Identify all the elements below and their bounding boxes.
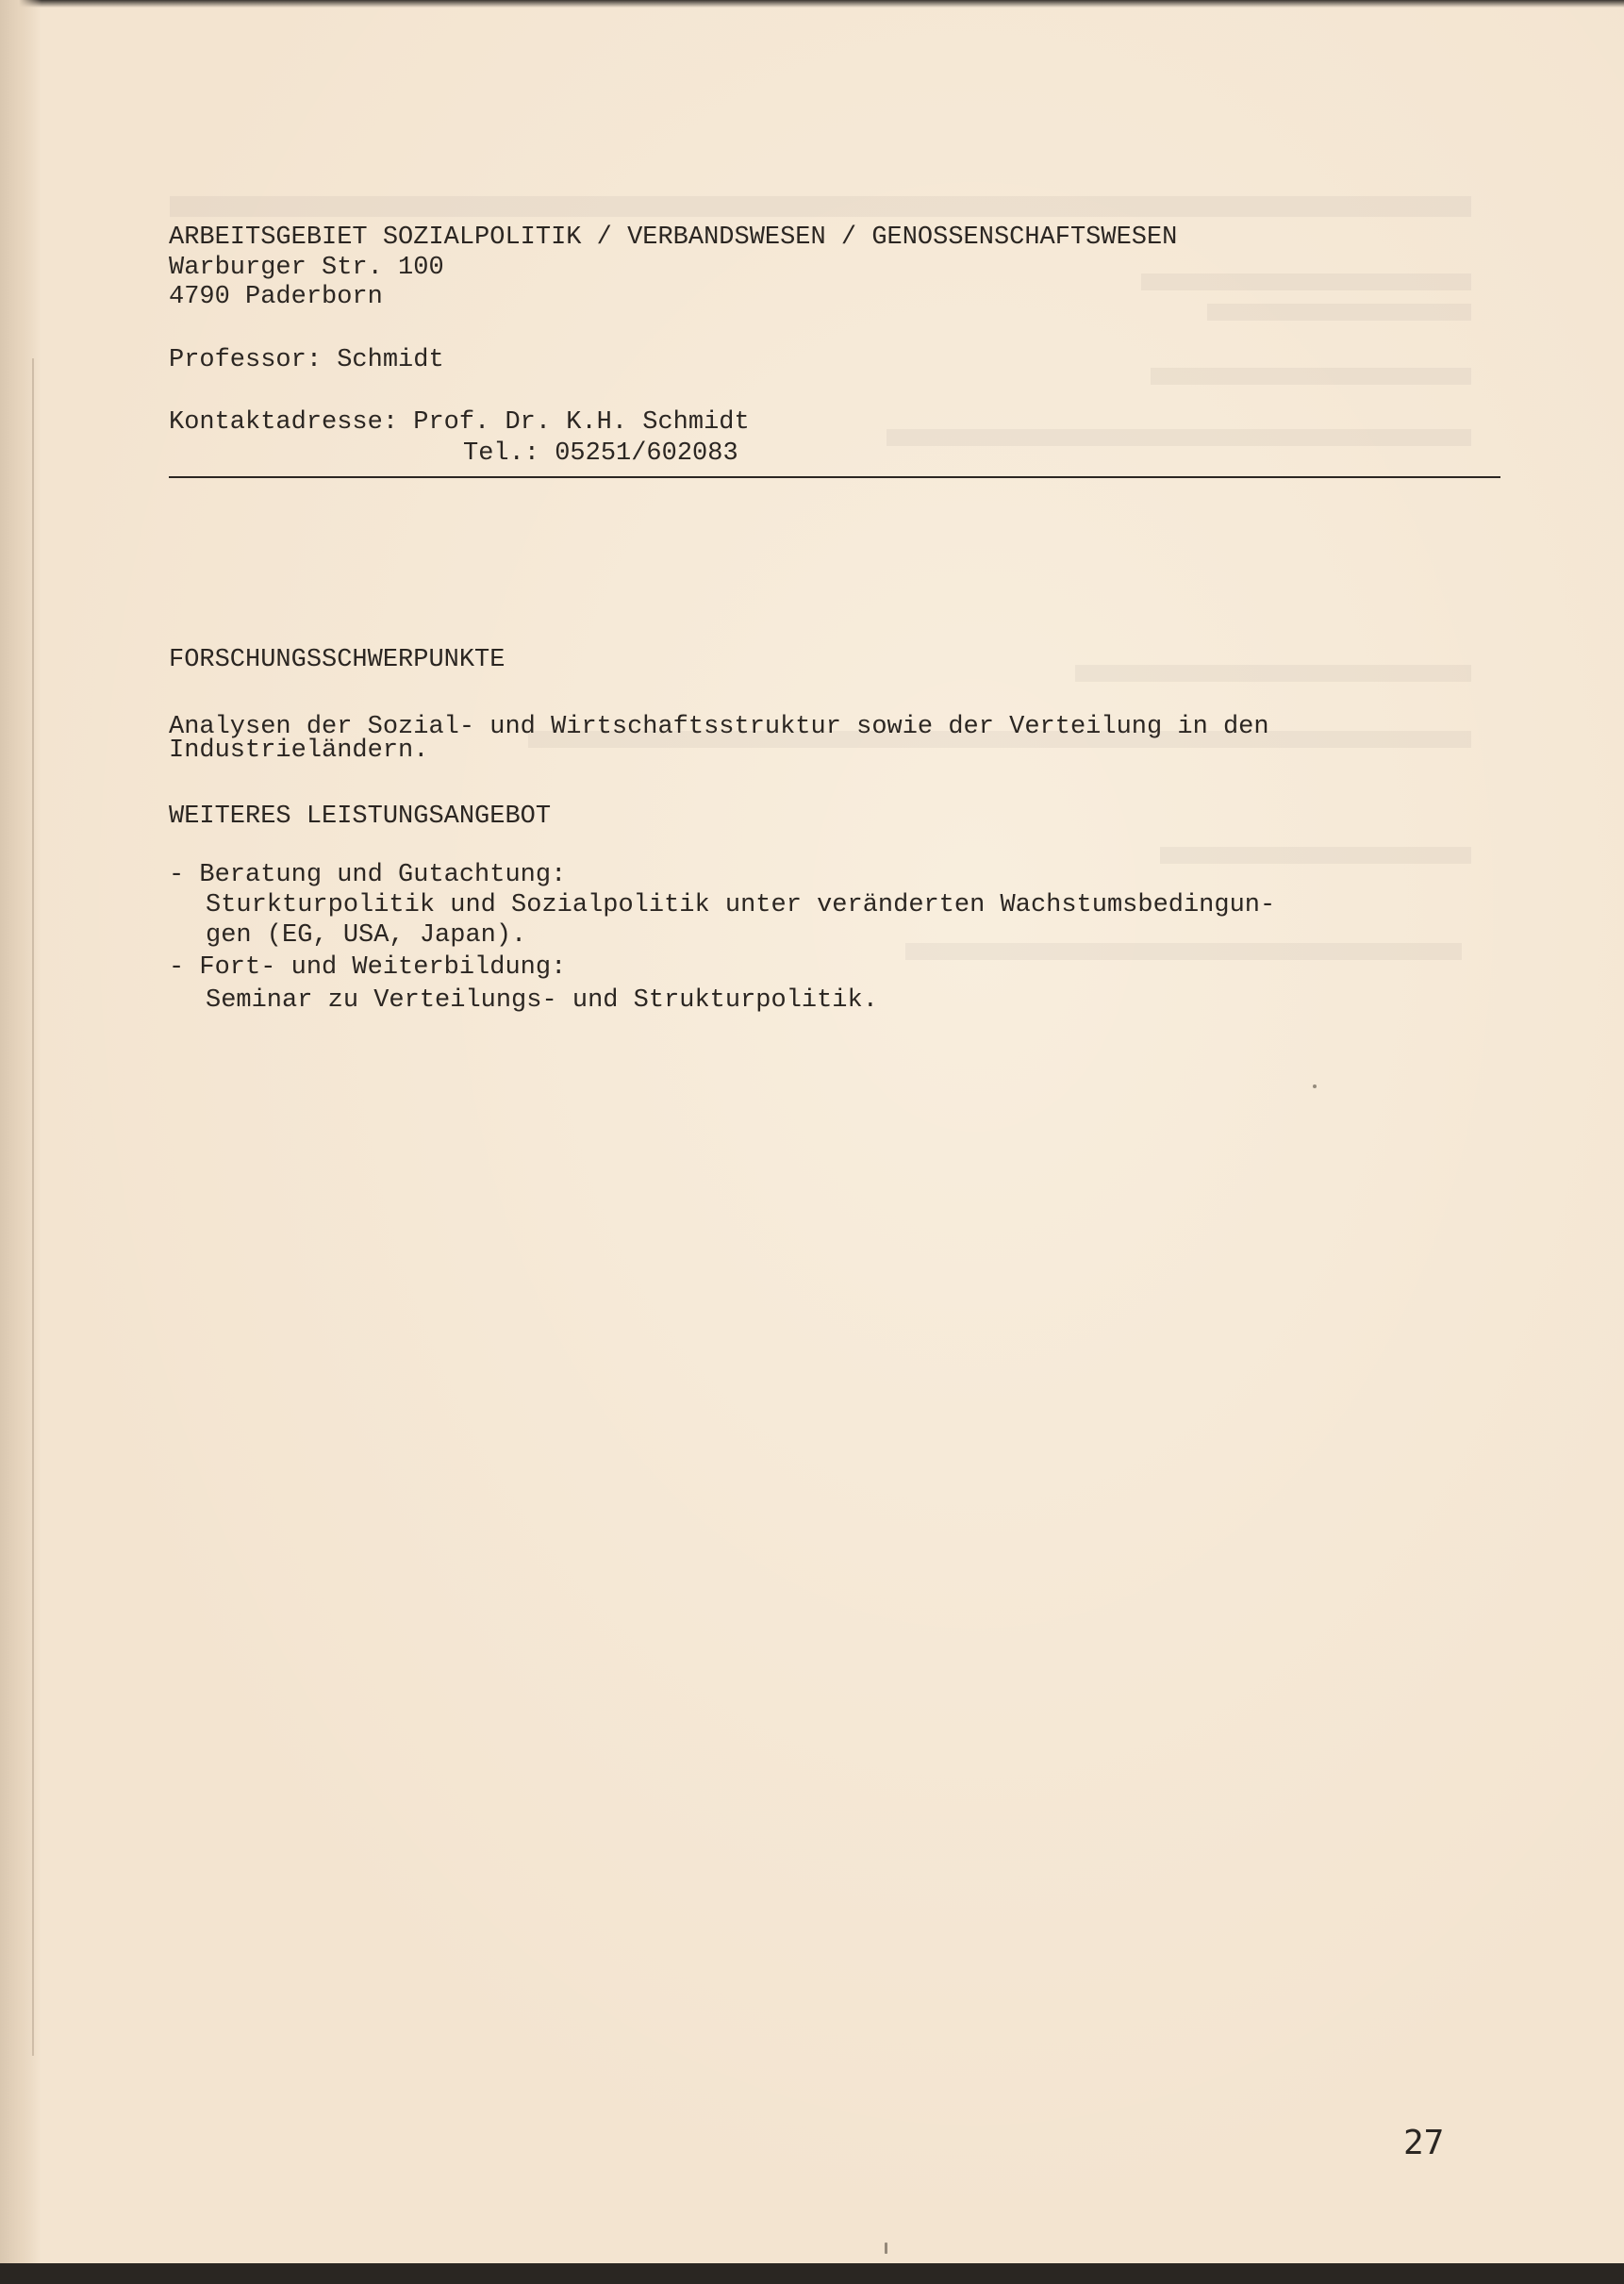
binding-edge xyxy=(0,0,41,2263)
research-heading: FORSCHUNGSSCHWERPUNKTE xyxy=(169,646,505,674)
service-item-line: Seminar zu Verteilungs- und Strukturpolitik. xyxy=(206,986,878,1015)
street-address: Warburger Str. 100 xyxy=(169,254,444,282)
phone-number: Tel.: 05251/602083 xyxy=(463,439,738,468)
service-item-title: - Beratung und Gutachtung: xyxy=(169,861,567,889)
service-item-line: Sturkturpolitik und Sozialpolitik unter veränderten Wachstumsbedingun- xyxy=(206,891,1276,919)
header-divider xyxy=(169,476,1500,478)
paper-speck xyxy=(1313,1084,1317,1088)
service-item-title: - Fort- und Weiterbildung: xyxy=(169,953,567,982)
binding-crease xyxy=(32,358,34,2056)
city-address: 4790 Paderborn xyxy=(169,283,383,311)
services-heading: WEITERES LEISTUNGSANGEBOT xyxy=(169,803,552,831)
research-text-line: Industrieländern. xyxy=(169,737,429,765)
contact-address: Kontaktadresse: Prof. Dr. K.H. Schmidt xyxy=(169,408,750,437)
page-number: 27 xyxy=(1403,2124,1445,2162)
research-text-line: Analysen der Sozial- und Wirtschaftsstruktur sowie der Verteilung in den xyxy=(169,713,1269,741)
department-title: ARBEITSGEBIET SOZIALPOLITIK / VERBANDSWESEN / GENOSSENSCHAFTSWESEN xyxy=(169,223,1178,252)
scan-bottom-edge xyxy=(0,2263,1624,2284)
service-item-line: gen (EG, USA, Japan). xyxy=(206,921,527,950)
professor-line: Professor: Schmidt xyxy=(169,346,444,374)
paper-speck xyxy=(885,2243,887,2254)
top-edge-shadow xyxy=(0,0,1624,8)
